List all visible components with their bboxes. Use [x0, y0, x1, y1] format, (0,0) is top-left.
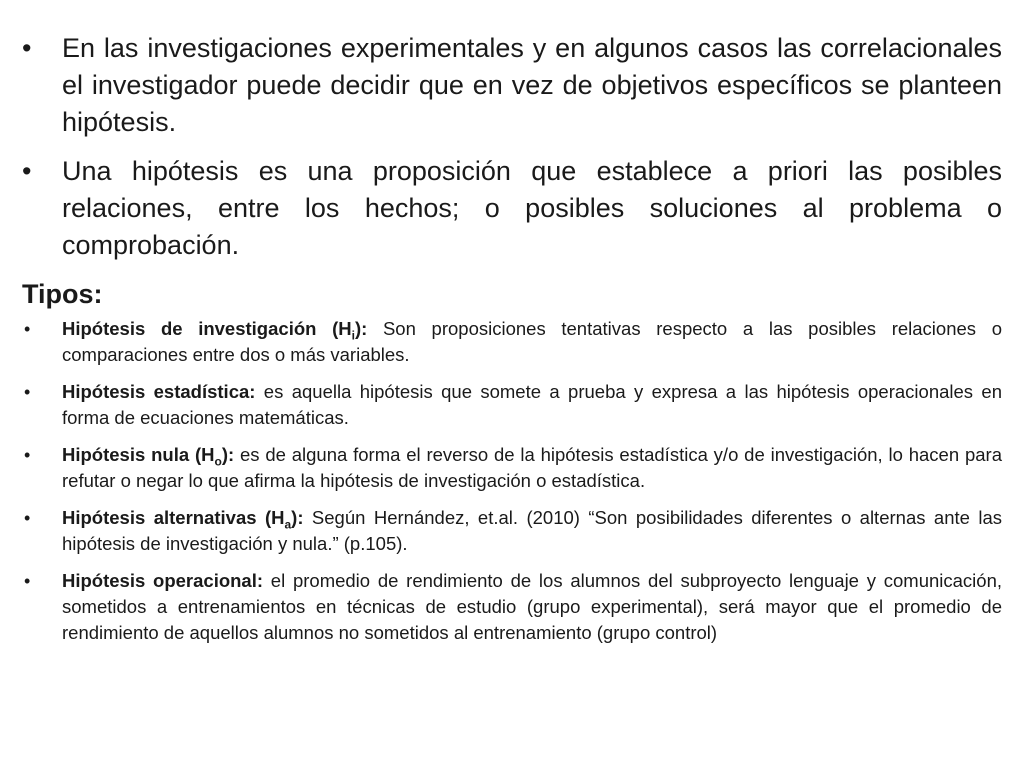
type-item-nula — [22, 442, 1002, 494]
type-item-estadistica — [22, 379, 1002, 431]
bullet-icon: • — [24, 319, 31, 339]
bullet-icon: • — [24, 571, 31, 591]
type-term: Hipótesis de investigación $(H_i)$: — [62, 318, 368, 343]
bullet-icon: • — [22, 33, 32, 63]
type-description: Son proposiciones tentativas respecto a las posibles relaciones o comparaciones entre dos o más variables. — [62, 318, 1002, 365]
type-term-subscript: o — [214, 454, 222, 469]
type-description: el promedio de rendimiento de los alumnos del subproyecto lenguaje y comunicación, sometidos a entrenamientos en técnicas de estudio (grupo experimental), será mayor que el promedio de rendimiento de aquellos alumnos no sometidos al entrenamiento (grupo control) — [62, 570, 1002, 643]
type-term-subscript: i — [351, 328, 355, 343]
intro-bullet-item — [22, 30, 1002, 141]
type-description: es aquella hipótesis que somete a prueba y expresa a las hipótesis operacionales en forma de ecuaciones matemáticas. — [62, 381, 1002, 428]
bullet-icon: • — [24, 508, 31, 528]
bullet-icon: • — [24, 382, 31, 402]
type-term: Hipótesis operacional: — [62, 570, 264, 591]
type-description: es de alguna forma el reverso de la hipótesis estadística y/o de investigación, lo hacen para refutar o negar lo que afirma la hipótesis de investigación o estadística. — [62, 444, 1002, 491]
bullet-icon: • — [24, 445, 31, 465]
intro-bullet-list — [22, 30, 1002, 264]
intro-bullet-item — [22, 153, 1002, 264]
type-term: Hipótesis estadística: — [62, 381, 256, 402]
type-term: Hipótesis nula $(H_o)$: — [62, 444, 235, 469]
type-description: Según Hernández, et.al. (2010) “Son posibilidades diferentes o alternas ante las hipótesis de investigación y nula.” (p.105). — [62, 507, 1002, 554]
type-item-operacional — [22, 568, 1002, 646]
type-term: Hipótesis alternativas $(H_a)$: — [62, 507, 304, 532]
type-item-investigacion — [22, 316, 1002, 368]
section-heading: Tipos: — [22, 279, 103, 309]
type-term-subscript: a — [284, 517, 292, 532]
types-list — [22, 316, 1002, 646]
intro-bullet-text: Una hipótesis es una proposición que establece a priori las posibles relaciones, entre los hechos; o posibles soluciones al problema o comprobación. — [62, 156, 1002, 260]
intro-bullet-text: En las investigaciones experimentales y en algunos casos las correlacionales el investigador puede decidir que en vez de objetivos específicos se planteen hipótesis. — [62, 33, 1002, 137]
bullet-icon: • — [22, 156, 32, 186]
type-item-alternativas — [22, 505, 1002, 557]
